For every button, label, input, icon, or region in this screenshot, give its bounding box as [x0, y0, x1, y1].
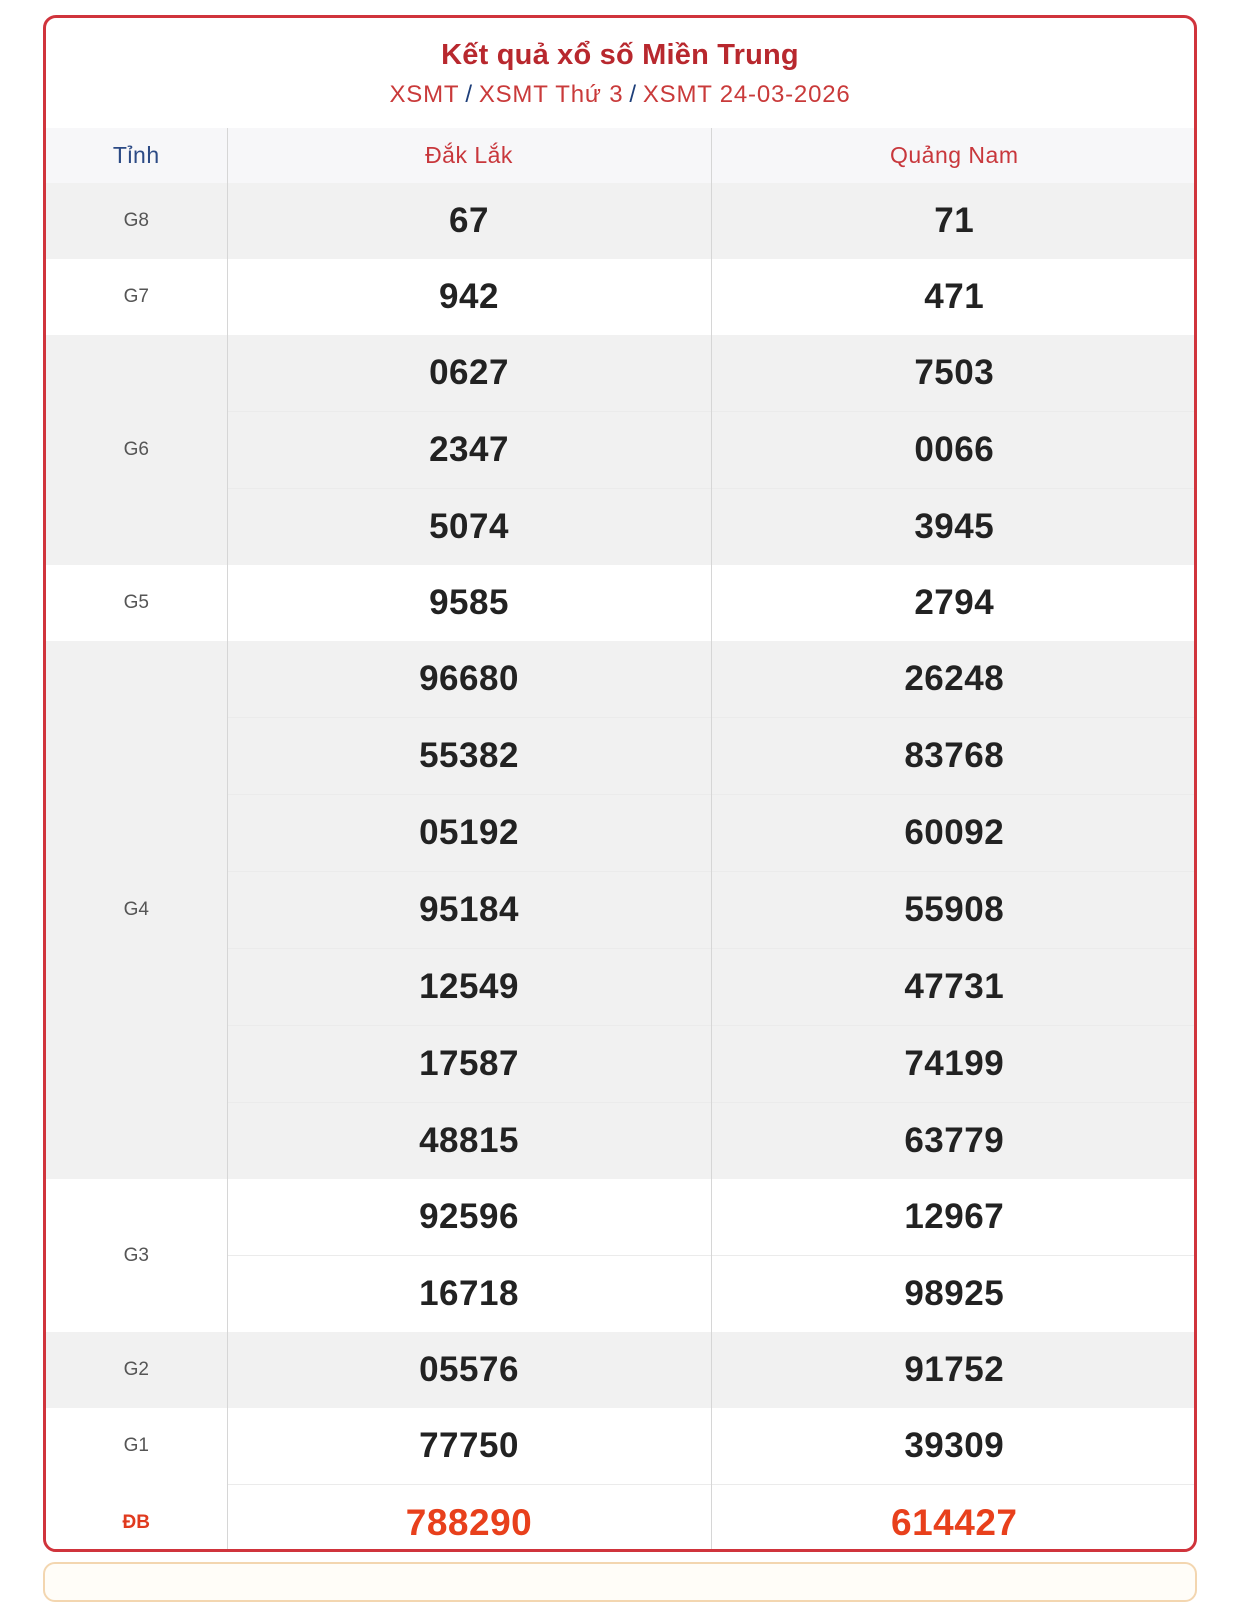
breadcrumb-xsmt[interactable]: XSMT	[389, 81, 460, 108]
special-prize-label: ĐB	[46, 1485, 227, 1553]
result-number: 39309	[711, 1408, 1197, 1485]
results-table	[46, 128, 1197, 1552]
result-number: 92596	[227, 1179, 711, 1256]
result-number: 60092	[711, 795, 1197, 872]
prize-row-g8	[46, 183, 1197, 259]
prize-row-special	[46, 1485, 1197, 1553]
breadcrumb-xsmt-thu-3[interactable]: XSMT Thứ 3	[478, 81, 624, 108]
result-number: 471	[711, 259, 1197, 335]
results-header	[46, 18, 1194, 128]
prize-label: G6	[46, 335, 227, 565]
province-dak-lak[interactable]: Đắk Lắk	[227, 128, 711, 183]
result-number: 55382	[227, 718, 711, 795]
result-number: 77750	[227, 1408, 711, 1485]
prize-row-g2	[46, 1332, 1197, 1408]
breadcrumb	[46, 79, 1194, 111]
result-number: 74199	[711, 1026, 1197, 1103]
prize-row-g4	[46, 641, 1197, 718]
lottery-results-card	[43, 15, 1197, 1552]
result-number: 5074	[227, 489, 711, 566]
prize-label: G4	[46, 641, 227, 1179]
result-number: 2347	[227, 412, 711, 489]
result-number: 12549	[227, 949, 711, 1026]
prize-label: G1	[46, 1408, 227, 1485]
prize-row-g1	[46, 1408, 1197, 1485]
result-number: 9585	[227, 565, 711, 641]
breadcrumb-separator: /	[629, 81, 637, 108]
prize-label: G3	[46, 1179, 227, 1332]
result-number: 17587	[227, 1026, 711, 1103]
province-quang-nam[interactable]: Quảng Nam	[711, 128, 1197, 183]
province-column-header: Tỉnh	[46, 128, 227, 183]
result-number: 16718	[227, 1256, 711, 1333]
breadcrumb-xsmt-date[interactable]: XSMT 24-03-2026	[642, 81, 851, 108]
prize-label: G2	[46, 1332, 227, 1408]
next-section-box	[43, 1562, 1197, 1602]
prize-row-g6	[46, 335, 1197, 412]
result-number: 95184	[227, 872, 711, 949]
special-prize-number: 614427	[711, 1485, 1197, 1553]
prize-label: G5	[46, 565, 227, 641]
result-number: 96680	[227, 641, 711, 718]
result-number: 83768	[711, 718, 1197, 795]
special-prize-number: 788290	[227, 1485, 711, 1553]
result-number: 67	[227, 183, 711, 259]
prize-row-g3	[46, 1179, 1197, 1256]
result-number: 3945	[711, 489, 1197, 566]
result-number: 63779	[711, 1103, 1197, 1180]
result-number: 55908	[711, 872, 1197, 949]
table-header-row	[46, 128, 1197, 183]
prize-row-g5	[46, 565, 1197, 641]
page-title: Kết quả xổ số Miền Trung	[441, 39, 799, 71]
result-number: 91752	[711, 1332, 1197, 1408]
prize-label: G8	[46, 183, 227, 259]
result-number: 26248	[711, 641, 1197, 718]
prize-label: G7	[46, 259, 227, 335]
result-number: 05576	[227, 1332, 711, 1408]
prize-row-g7	[46, 259, 1197, 335]
result-number: 05192	[227, 795, 711, 872]
result-number: 48815	[227, 1103, 711, 1180]
result-number: 7503	[711, 335, 1197, 412]
result-number: 12967	[711, 1179, 1197, 1256]
result-number: 98925	[711, 1256, 1197, 1333]
result-number: 47731	[711, 949, 1197, 1026]
result-number: 2794	[711, 565, 1197, 641]
result-number: 942	[227, 259, 711, 335]
result-number: 0627	[227, 335, 711, 412]
result-number: 0066	[711, 412, 1197, 489]
result-number: 71	[711, 183, 1197, 259]
breadcrumb-separator: /	[465, 81, 473, 108]
